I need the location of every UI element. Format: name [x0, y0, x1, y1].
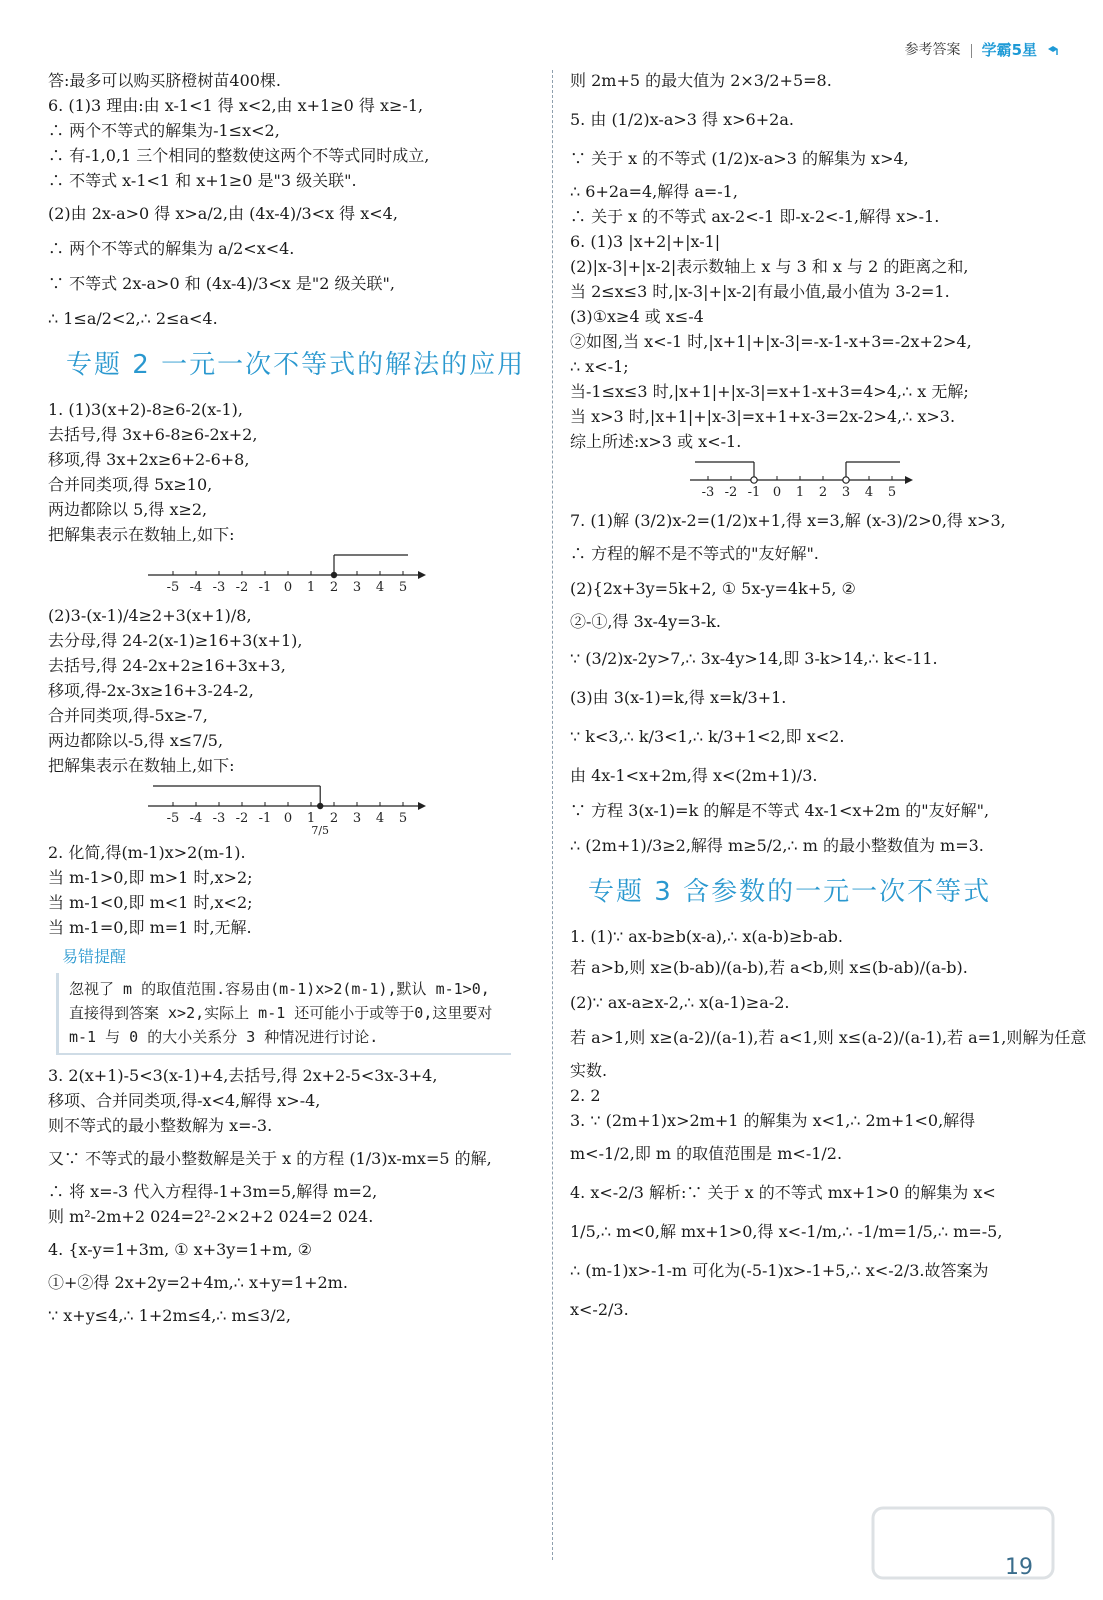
- tick-label: -2: [235, 811, 249, 826]
- text-line: ∴ 两个不等式的解集为-1≤x<2,: [48, 121, 280, 140]
- page-number: 19: [1005, 1555, 1033, 1580]
- text-line: 若 a>b,则 x≥(b-ab)/(a-b),若 a<b,则 x≤(b-ab)/(a-b).: [570, 958, 968, 977]
- text-line: 去分母,得 24-2(x-1)≥16+3(x+1),: [48, 631, 303, 650]
- text-line: 移项、合并同类项,得-x<4,解得 x>-4,: [48, 1091, 321, 1110]
- text-line: ∴ 6+2a=4,解得 a=-1,: [570, 182, 738, 201]
- text-line: ∴ 将 x=-3 代入方程得-1+3m=5,解得 m=2,: [48, 1182, 378, 1201]
- text-line: ∴ 1≤a/2<2,∴ 2≤a<4.: [48, 309, 218, 328]
- tick-label: 5: [398, 811, 408, 826]
- text-line: 当 x>3 时,|x+1|+|x-3|=x+1+x-3=2x-2>4,∴ x>3.: [570, 407, 956, 426]
- header-separator: [971, 44, 972, 58]
- text-line: ①+②得 2x+2y=2+4m,∴ x+y=1+2m.: [48, 1273, 348, 1292]
- text-line: (3)由 3(x-1)=k,得 x=k/3+1.: [570, 688, 787, 707]
- text-line: 两边都除以-5,得 x≤7/5,: [48, 731, 224, 750]
- text-line: 去括号,得 24-2x+2≥16+3x+3,: [48, 656, 286, 675]
- text-line: (2){2x+3y=5k+2, ① 5x-y=4k+5, ②: [570, 579, 856, 598]
- text-line: 合并同类项,得 5x≥10,: [48, 475, 213, 494]
- tick-label: 4: [375, 811, 385, 826]
- tick-label: -3: [212, 580, 226, 595]
- number-line-2: [48, 780, 518, 836]
- text-line: 移项,得-2x-3x≥16+3-24-2,: [48, 681, 254, 700]
- text-line: 当 m-1>0,即 m>1 时,x>2;: [48, 868, 253, 887]
- tick-label: 0: [283, 811, 293, 826]
- tick-label: 3: [352, 811, 362, 826]
- column-divider: [552, 70, 553, 1560]
- text-line: ∴ (m-1)x>-1-m 可化为(-5-1)x>-1+5,∴ x<-2/3.故答案为: [570, 1261, 989, 1280]
- right-column: [570, 68, 1087, 1322]
- text-line: 当 2≤x≤3 时,|x-3|+|x-2|有最小值,最小值为 3-2=1.: [570, 282, 950, 301]
- text-line: ∴ 关于 x 的不等式 ax-2<-1 即-x-2<-1,解得 x>-1.: [570, 207, 940, 226]
- tick-label: 5: [398, 580, 408, 595]
- text-line: m<-1/2,即 m 的取值范围是 m<-1/2.: [570, 1144, 843, 1163]
- text-line: 6. (1)3 理由:由 x-1<1 得 x<2,由 x+1≥0 得 x≥-1,: [48, 96, 424, 115]
- text-line: 当 m-1<0,即 m<1 时,x<2;: [48, 893, 253, 912]
- tick-label: -3: [212, 811, 226, 826]
- text-line: 当-1≤x≤3 时,|x+1|+|x-3|=x+1-x+3=4>4,∴ x 无解;: [570, 382, 969, 401]
- tick-label: 4: [375, 580, 385, 595]
- text-line: ②如图,当 x<-1 时,|x+1|+|x-3|=-x-1-x+3=-2x+2>4,: [570, 332, 972, 351]
- text-line: 2. 化简,得(m-1)x>2(m-1).: [48, 843, 246, 862]
- tick-label: 2: [329, 811, 339, 826]
- watermark-logo: [863, 1498, 1063, 1588]
- text-line: 由 4x-1<x+2m,得 x<(2m+1)/3.: [570, 766, 818, 785]
- text-line: ∴ 方程的解不是不等式的"友好解".: [570, 544, 819, 563]
- section-2-title: 专题 2 一元一次不等式的解法的应用: [66, 350, 526, 380]
- text-line: ∵ (3/2)x-2y>7,∴ 3x-4y>14,即 3-k>14,∴ k<-11.: [570, 649, 938, 668]
- tick-label: -2: [724, 485, 738, 500]
- text-line: (2)|x-3|+|x-2|表示数轴上 x 与 3 和 x 与 2 的距离之和,: [570, 257, 969, 276]
- text-line: ∵ 不等式 2x-a>0 和 (4x-4)/3<x 是"2 级关联",: [48, 274, 395, 293]
- text-line: ∴ x<-1;: [570, 357, 629, 376]
- open-point-right: [843, 477, 849, 483]
- text-line: 1/5,∴ m<0,解 mx+1>0,得 x<-1/m,∴ -1/m=1/5,∴ m=-5,: [570, 1222, 1003, 1241]
- text-line: 4. {x-y=1+3m, ① x+3y=1+m, ②: [48, 1240, 312, 1259]
- tick-label: 0: [283, 580, 293, 595]
- number-line-1: [48, 549, 518, 599]
- text-line: 把解集表示在数轴上,如下:: [48, 525, 235, 544]
- text-line: 把解集表示在数轴上,如下:: [48, 756, 235, 775]
- number-line-2-axis: [148, 802, 426, 810]
- tick-label: 2: [329, 580, 339, 595]
- text-line: (3)①x≥4 或 x≤-4: [570, 307, 704, 326]
- tick-label: -1: [258, 580, 272, 595]
- text-line: 答:最多可以购买脐橙树苗400棵.: [48, 71, 282, 90]
- text-line: 当 m-1=0,即 m=1 时,无解.: [48, 918, 252, 937]
- text-line: 1. (1)3(x+2)-8≥6-2(x-1),: [48, 400, 243, 419]
- text-line: 综上所述:x>3 或 x<-1.: [570, 432, 742, 451]
- number-line-1-axis: [148, 571, 426, 579]
- text-line: 2. 2: [570, 1086, 601, 1105]
- tip-box: 忽视了 m 的取值范围.容易由(m-1)x>2(m-1),默认 m-1>0,直接得到答案 x>2,实际上 m-1 还可能小于或等于0,这里要对 m-1 与 0 的大小关系分 3 种情况进行讨论.: [56, 973, 511, 1055]
- tick-label: 5: [887, 485, 897, 500]
- tick-label: 3: [841, 485, 851, 500]
- tick-label: -5: [166, 580, 180, 595]
- tick-label: 3: [352, 580, 362, 595]
- text-line: 4. x<-2/3 解析:∵ 关于 x 的不等式 mx+1>0 的解集为 x<: [570, 1183, 996, 1202]
- section-3-title: 专题 3 含参数的一元一次不等式: [588, 877, 992, 907]
- text-line: ∵ x+y≤4,∴ 1+2m≤4,∴ m≤3/2,: [48, 1306, 291, 1325]
- solution-point-label: 7/5: [311, 824, 330, 836]
- text-line: 则 2m+5 的最大值为 2×3/2+5=8.: [570, 71, 832, 90]
- text-line: ∴ (2m+1)/3≥2,解得 m≥5/2,∴ m 的最小整数值为 m=3.: [570, 836, 984, 855]
- tick-label: -5: [166, 811, 180, 826]
- text-line: 两边都除以 5,得 x≥2,: [48, 500, 208, 519]
- text-line: 1. (1)∵ ax-b≥b(x-a),∴ x(a-b)≥b-ab.: [570, 927, 843, 946]
- tick-label: 4: [864, 485, 874, 500]
- text-line: 6. (1)3 |x+2|+|x-1|: [570, 232, 721, 251]
- tick-label: 0: [772, 485, 782, 500]
- text-line: 5. 由 (1/2)x-a>3 得 x>6+2a.: [570, 110, 794, 129]
- text-line: 合并同类项,得-5x≥-7,: [48, 706, 208, 725]
- header-brand: 学霸5星: [981, 41, 1037, 59]
- tick-label: -3: [701, 485, 715, 500]
- tick-label: -1: [747, 485, 761, 500]
- text-line: 则 m²-2m+2 024=2²-2×2+2 024=2 024.: [48, 1207, 374, 1226]
- text-line: ②-①,得 3x-4y=3-k.: [570, 612, 721, 631]
- text-line: 若 a>1,则 x≥(a-2)/(a-1),若 a<1,则 x≤(a-2)/(a-1),若 a=1,则解为任意: [570, 1028, 1087, 1047]
- tick-label: 2: [818, 485, 828, 500]
- tip-title: 易错提醒: [62, 947, 127, 966]
- text-line: ∵ k<3,∴ k/3<1,∴ k/3+1<2,即 x<2.: [570, 727, 845, 746]
- solution-point: [317, 803, 323, 809]
- text-line: 移项,得 3x+2x≥6+2-6+8,: [48, 450, 250, 469]
- number-line-3-axis: [690, 476, 913, 484]
- tick-label: -4: [189, 811, 203, 826]
- tick-label: -4: [189, 580, 203, 595]
- tick-label: -2: [235, 580, 249, 595]
- header-answer-label: 参考答案: [904, 42, 961, 58]
- open-point-left: [751, 477, 757, 483]
- tick-label: -1: [258, 811, 272, 826]
- number-line-3: [570, 456, 1050, 504]
- text-line: 实数.: [570, 1061, 608, 1080]
- text-line: 去括号,得 3x+6-8≥6-2x+2,: [48, 425, 258, 444]
- text-line: 3. 2(x+1)-5<3(x-1)+4,去括号,得 2x+2-5<3x-3+4,: [48, 1066, 438, 1085]
- text-line: ∴ 两个不等式的解集为 a/2<x<4.: [48, 239, 295, 258]
- text-line: 7. (1)解 (3/2)x-2=(1/2)x+1,得 x=3,解 (x-3)/2>0,得 x>3,: [570, 511, 1006, 530]
- text-line: 则不等式的最小整数解为 x=-3.: [48, 1116, 273, 1135]
- solution-point: [331, 572, 337, 578]
- text-line: (2)∵ ax-a≥x-2,∴ x(a-1)≥a-2.: [570, 993, 790, 1012]
- page-header: [905, 38, 1059, 63]
- text-line: ∵ 关于 x 的不等式 (1/2)x-a>3 的解集为 x>4,: [570, 149, 909, 168]
- text-line: ∵ 方程 3(x-1)=k 的解是不等式 4x-1<x+2m 的"友好解",: [570, 801, 990, 820]
- text-line: 3. ∵ (2m+1)x>2m+1 的解集为 x<1,∴ 2m+1<0,解得: [570, 1111, 976, 1130]
- text-line: (2)由 2x-a>0 得 x>a/2,由 (4x-4)/3<x 得 x<4,: [48, 204, 398, 223]
- tick-label: 1: [306, 580, 316, 595]
- text-line: ∴ 有-1,0,1 三个相同的整数使这两个不等式同时成立,: [48, 146, 430, 165]
- text-line: (2)3-(x-1)/4≥2+3(x+1)/8,: [48, 606, 252, 625]
- text-line: ∴ 不等式 x-1<1 和 x+1≥0 是"3 级关联".: [48, 171, 357, 190]
- tick-label: 1: [306, 811, 316, 826]
- left-column: [48, 68, 528, 1328]
- text-line: x<-2/3.: [570, 1300, 629, 1319]
- text-line: 又∵ 不等式的最小整数解是关于 x 的方程 (1/3)x-mx=5 的解,: [48, 1149, 492, 1168]
- brand-cap-icon: [1047, 45, 1059, 57]
- tick-label: 1: [795, 485, 805, 500]
